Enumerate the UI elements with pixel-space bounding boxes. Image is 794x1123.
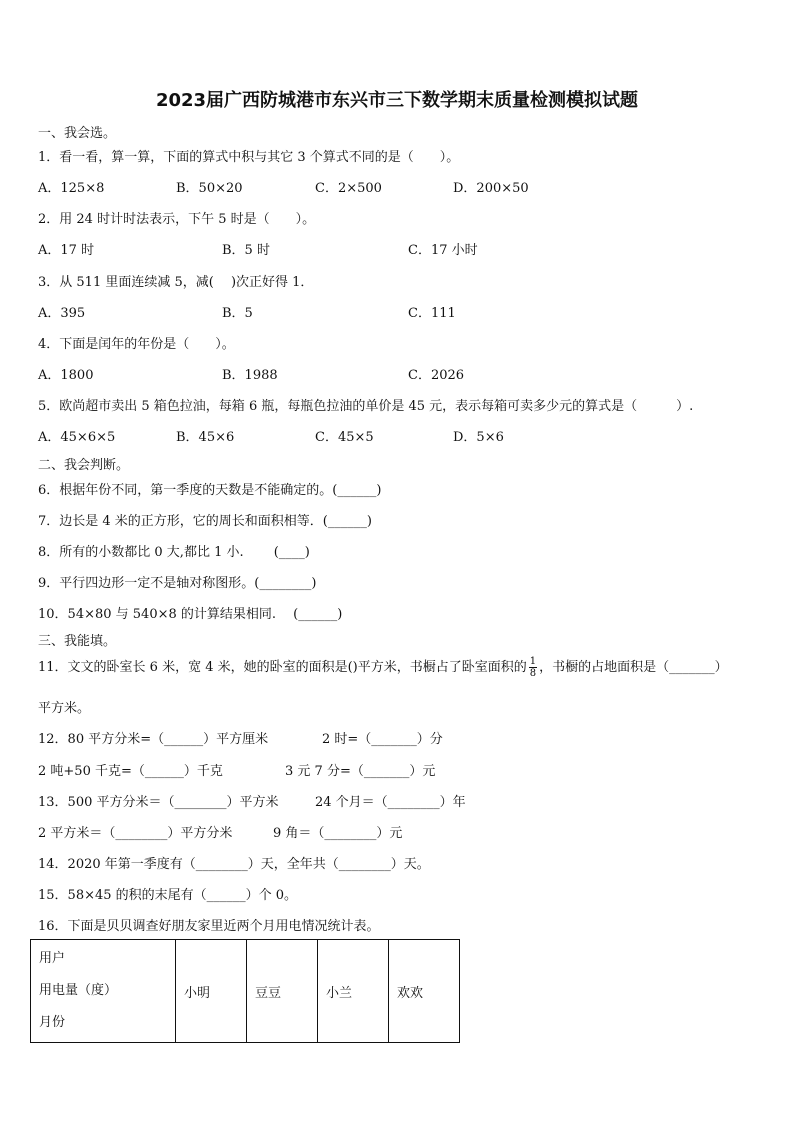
question-2-stem: 2．用 24 时计时法表示，下午 5 时是（ ）。 bbox=[38, 212, 316, 227]
table-header-cell: 豆豆 bbox=[247, 940, 318, 1043]
question-8: 8．所有的小数都比 0 大,都比 1 小. (____) bbox=[38, 545, 310, 560]
table-header-cell: 欢欢 bbox=[389, 940, 460, 1043]
q1-option-d: D．200×50 bbox=[453, 181, 529, 196]
q11-text-part1: 11．文文的卧室长 6 米，宽 4 米，她的卧室的面积是()平方米，书橱占了卧室面积的 bbox=[38, 660, 527, 675]
q3-option-c: C．111 bbox=[408, 306, 456, 321]
q2-option-b: B．5 时 bbox=[222, 243, 270, 258]
question-12-a: 12．80 平方分米=（______）平方厘米 bbox=[38, 732, 269, 747]
question-10: 10．54×80 与 540×8 的计算结果相同. (______) bbox=[38, 607, 343, 622]
q11-continuation: 平方米。 bbox=[38, 701, 91, 716]
q3-option-b: B．5 bbox=[222, 306, 253, 321]
q5-option-a: A．45×6×5 bbox=[38, 430, 116, 445]
page-title: 2023届广西防城港市东兴市三下数学期末质量检测模拟试题 bbox=[155, 90, 639, 111]
q5-option-b: B．45×6 bbox=[176, 430, 235, 445]
section-heading-judge: 二、我会判断。 bbox=[38, 458, 130, 473]
question-13-c: 2 平方米＝（________）平方分米 bbox=[38, 826, 233, 841]
question-13-a: 13．500 平方分米＝（________）平方米 bbox=[38, 795, 279, 810]
question-7: 7．边长是 4 米的正方形，它的周长和面积相等．(______) bbox=[38, 514, 372, 529]
section-heading-choice: 一、我会选。 bbox=[38, 126, 117, 141]
question-15: 15．58×45 的积的末尾有（______）个 0。 bbox=[38, 888, 298, 903]
q2-option-c: C．17 小时 bbox=[408, 243, 478, 258]
question-16: 16．下面是贝贝调查好朋友家里近两个月用电情况统计表。 bbox=[38, 919, 380, 934]
q1-option-b: B．50×20 bbox=[176, 181, 243, 196]
question-12-b: 2 时=（_______）分 bbox=[322, 732, 443, 747]
question-1-stem: 1．看一看，算一算，下面的算式中积与其它 3 个算式不同的是（ ）。 bbox=[38, 150, 460, 165]
question-4-stem: 4．下面是闰年的年份是（ ）。 bbox=[38, 337, 235, 352]
table-row bbox=[31, 940, 460, 1043]
q4-option-c: C．2026 bbox=[408, 368, 465, 383]
q5-option-d: D．5×6 bbox=[453, 430, 504, 445]
electricity-usage-table bbox=[30, 939, 460, 1043]
q11-text-part2: ，书橱的占地面积是（_______） bbox=[539, 660, 728, 675]
q4-option-b: B．1988 bbox=[222, 368, 278, 383]
question-3-stem: 3．从 511 里面连续减 5，减( )次正好得 1． bbox=[38, 275, 314, 290]
question-13-b: 24 个月＝（________）年 bbox=[315, 795, 466, 810]
q4-option-a: A．1800 bbox=[38, 368, 94, 383]
question-9: 9．平行四边形一定不是轴对称图形。(________) bbox=[38, 576, 317, 591]
question-12-d: 3 元 7 分=（_______）元 bbox=[285, 764, 436, 779]
q5-option-c: C．45×5 bbox=[315, 430, 374, 445]
question-13-d: 9 角＝（________）元 bbox=[273, 826, 403, 841]
q1-option-a: A．125×8 bbox=[38, 181, 105, 196]
question-6: 6．根据年份不同，第一季度的天数是不能确定的。(______) bbox=[38, 483, 382, 498]
question-12-c: 2 吨+50 千克=（______）千克 bbox=[38, 764, 223, 779]
question-5-stem: 5．欧尚超市卖出 5 箱色拉油，每箱 6 瓶，每瓶色拉油的单价是 45 元，表示每箱可卖多少元的算式是（ ）. bbox=[38, 399, 694, 414]
fraction-one-eighth: $\frac{1}{8}$ bbox=[529, 656, 537, 679]
section-heading-fill: 三、我能填。 bbox=[38, 634, 117, 649]
question-14: 14．2020 年第一季度有（________）天，全年共（________）天。 bbox=[38, 857, 430, 872]
table-header-cell: 小明 bbox=[176, 940, 247, 1043]
q3-option-a: A．395 bbox=[38, 306, 86, 321]
question-11 bbox=[38, 656, 728, 679]
table-corner-header: 用户 用电量（度） 月份 bbox=[31, 940, 176, 1043]
q2-option-a: A．17 时 bbox=[38, 243, 95, 258]
q1-option-c: C．2×500 bbox=[315, 181, 382, 196]
table-header-cell: 小兰 bbox=[318, 940, 389, 1043]
